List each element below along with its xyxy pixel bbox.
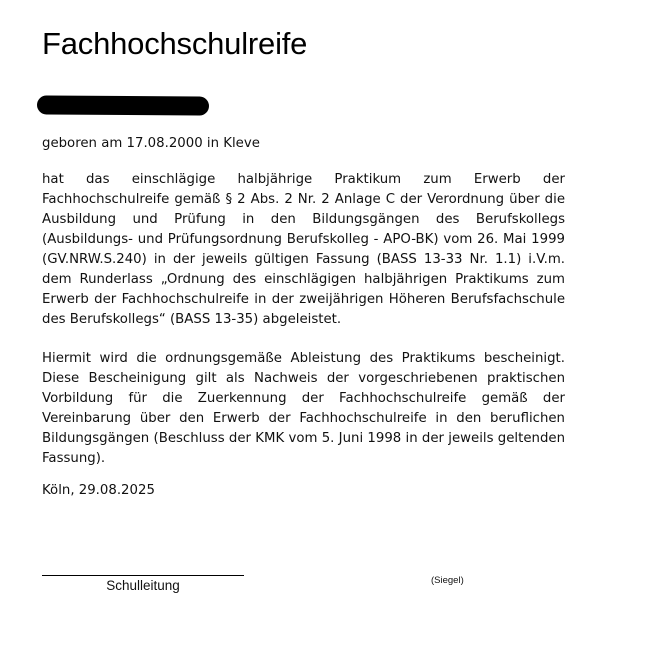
document-title: Fachhochschulreife xyxy=(42,26,308,61)
signature-label: Schulleitung xyxy=(106,578,180,593)
paragraph-practicum: hat das einschlägige halbjährige Praktikum zum Erwerb der Fachhochschulreife gemäß § 2 Abs. 2 Nr. 2 Anlage C der Verordnung über die Ausbildung und Prüfung in den Bildungsgängen des Berufskollegs (Ausbildungs- und Prüfungsordnung Berufskolleg - APO-BK) vom 26. Mai 1999 (GV.NRW.S.240) in der jeweils gültigen Fassung (BASS 13-33 Nr. 1.1) i.V.m. dem Runderlass „Ordnung des einschlägigen halbjährigen Praktikums zum Erwerb der Fachhochschulreife in der zweijährigen Höheren Berufsfachschule des Berufskollegs“ (BASS 13-35) abgeleistet. xyxy=(42,172,565,327)
signature-line xyxy=(42,575,244,576)
birth-line: geboren am 17.08.2000 in Kleve xyxy=(42,136,260,151)
paragraph-confirmation: Hiermit wird die ordnungsgemäße Ableistung des Praktikums bescheinigt. Diese Bescheinigung gilt als Nachweis der vorgeschriebenen praktischen Vorbildung für die Zuerkennung der Fachhochschulreife gemäß der Vereinbarung über den Erwerb der Fachhochschulreife in den beruflichen Bildungsgängen (Beschluss der KMK vom 5. Juni 1998 in der jeweils geltenden Fassung). xyxy=(42,351,565,466)
redacted-name xyxy=(37,95,209,115)
place-date: Köln, 29.08.2025 xyxy=(42,483,155,498)
seal-label: (Siegel) xyxy=(431,575,464,586)
